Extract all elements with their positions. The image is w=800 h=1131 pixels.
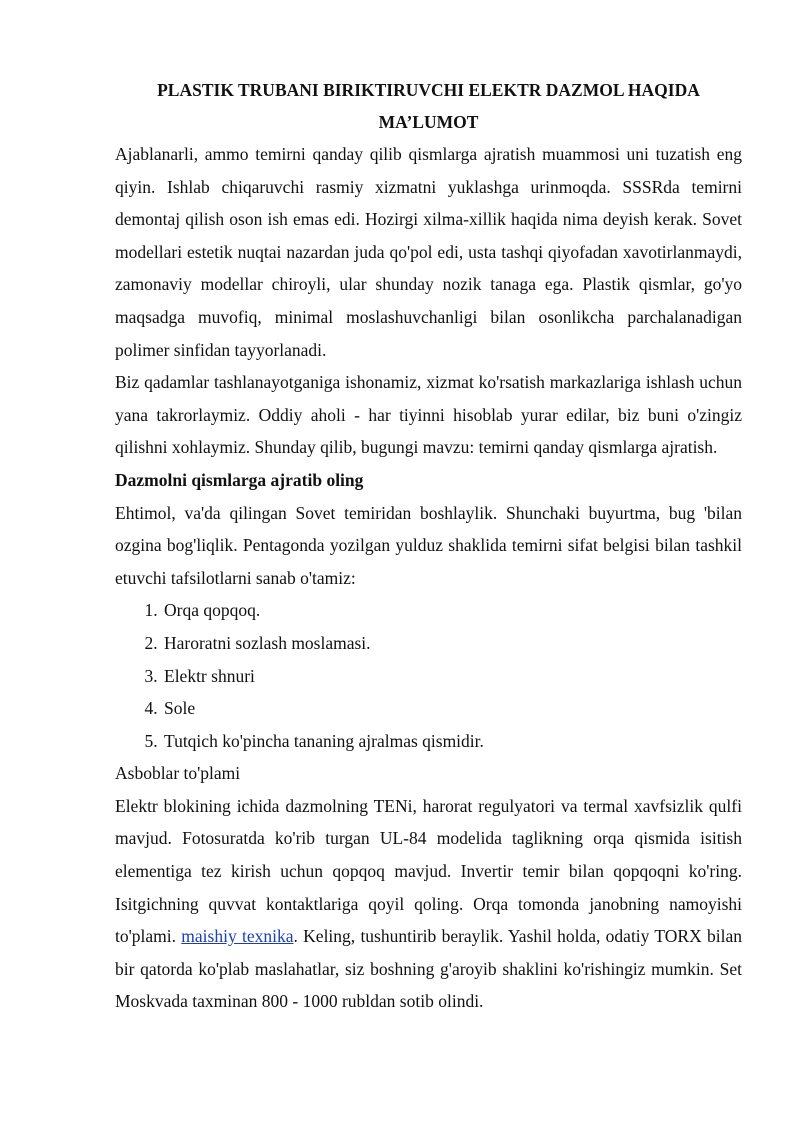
list-item: 1. Orqa qopqoq. xyxy=(162,594,742,627)
document-title xyxy=(115,74,742,138)
section-heading: Dazmolni qismlarga ajratib oling xyxy=(115,469,364,490)
subheading-tools: Asboblar to'plami xyxy=(115,763,241,784)
title-line-1: PLASTIK TRUBANI BIRIKTIRUVCHI ELEKTR DAZMOL HAQIDA xyxy=(157,80,700,100)
paragraph-text-after-link: . Keling, tushuntirib beraylik. Yashil holda, odatiy TORX bilan bir qatorda ko'plab maslahatlar, siz boshning g'aroyib shaklini ko'rishingiz mumkin. Set Moskvada taxminan 800 - 1000 rubldan sotib olindi. xyxy=(115,926,742,1012)
list-item: 4. Sole xyxy=(162,692,742,725)
title-line-2: MA’LUMOT xyxy=(378,112,479,132)
list-item: 2. Haroratni sozlash moslamasi. xyxy=(162,627,742,660)
list-item: 5. Tutqich ko'pincha tananing ajralmas qismidir. xyxy=(162,725,742,758)
paragraph-soviet-iron: Ehtimol, va'da qilingan Sovet temiridan boshlaylik. Shunchaki buyurtma, bug 'bilan ozgina bog'liqlik. Pentagonda yozilgan yulduz shaklida temirni sifat belgisi bilan tashkil etuvchi tafsilotlarni sanab o'tamiz: xyxy=(115,502,742,588)
paragraph-service: Biz qadamlar tashlanayotganiga ishonamiz, xizmat ko'rsatish markazlariga ishlash uchun yana takrorlaymiz. Oddiy aholi - har tiyinni hisoblab yurar edilar, biz buni o'zingiz qilishni xohlaymiz. Shunday qilib, bugungi mavzu: temirni qanday qismlarga ajratish. xyxy=(115,372,742,458)
paragraph-text-before-link: Elektr blokining ichida dazmolning TENi, harorat regulyatori va termal xavfsizlik qulfi mavjud. Fotosuratda ko'rib turgan UL-84 modelida taglikning orqa qismida isitish elementiga tez kirish uchun qopqoq mavjud. Invertir temir bilan qopqoqni ko'ring. Isitgichning quvvat kontaktlariga qoyil qoling. Orqa tomonda janobning namoyishi to'plami. xyxy=(115,795,742,947)
paragraph-intro: Ajablanarli, ammo temirni qanday qilib qismlarga ajratish muammosi uni tuzatish eng qiyin. Ishlab chiqaruvchi rasmiy xizmatni yuklashga urinmoqda. SSSRda temirni demontaj qilish oson ish emas edi. Hozirgi xilma-xillik haqida nima deyish kerak. Sovet modellari estetik nuqtai nazardan juda qo'pol edi, usta tashqi qiyofadan xavotirlanmaydi, zamonaviy modellar chiroyli, ular shunday nozik tanaga ega. Plastik qismlar, go'yo maqsadga muvofiq, minimal moslashuvchanligi bilan osonlikcha parchalanadigan polimer sinfidan tayyorlanadi. xyxy=(115,144,742,360)
list-item: 3. Elektr shnuri xyxy=(162,660,742,693)
paragraph-electric-block xyxy=(115,790,742,1018)
parts-list xyxy=(115,594,742,757)
appliances-link[interactable]: maishiy texnika xyxy=(181,926,294,947)
